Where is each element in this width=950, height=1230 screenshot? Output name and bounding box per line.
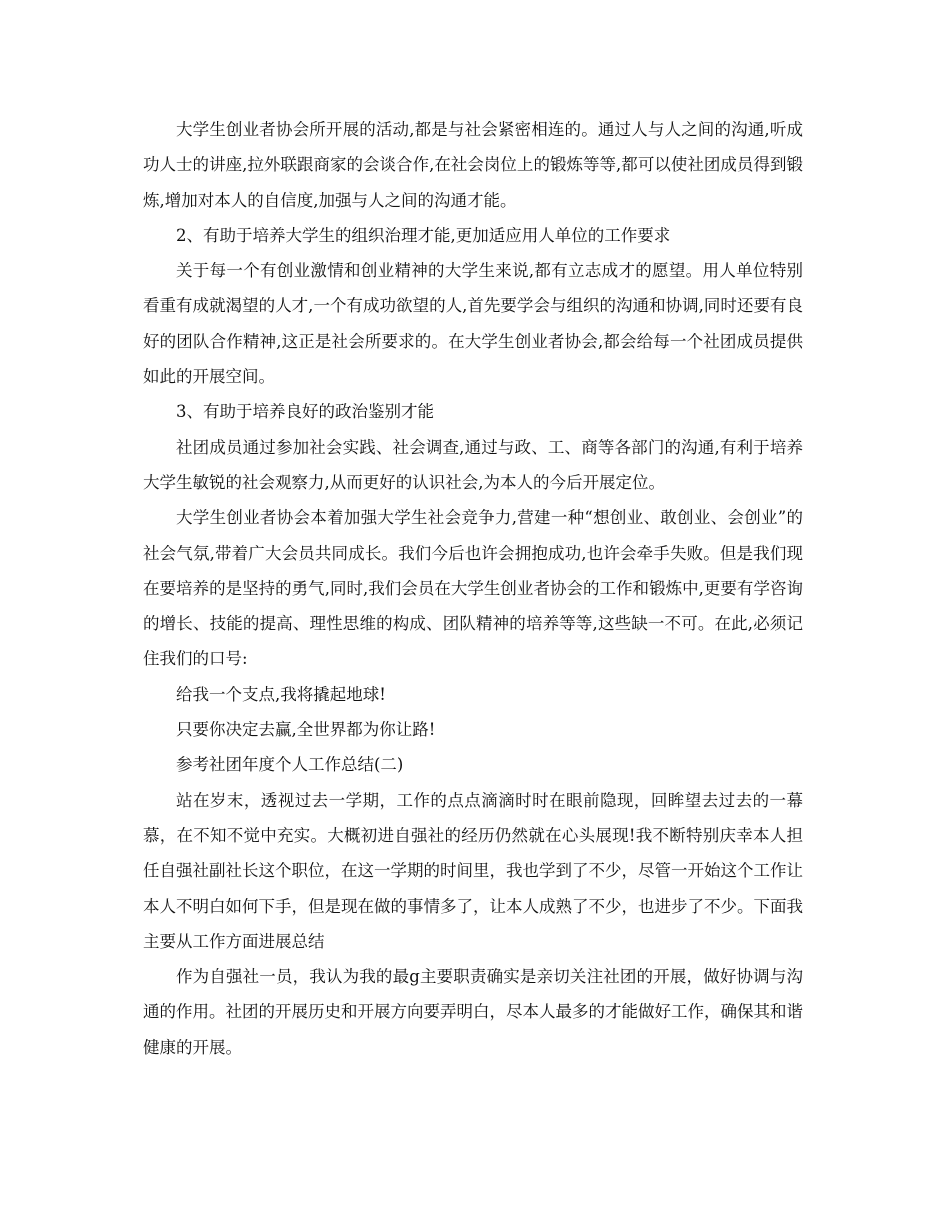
section-title: 参考社团年度个人工作总结(二): [176, 755, 404, 775]
paragraph-year-end: 站在岁末，透视过去一学期，工作的点点滴滴时时在眼前隐现，回眸望去过去的一幕慕，在不知不觉中充实。大概初进自强社的经历仍然就在心头展现!我不断特别庆幸本人担任自强社副社长这个职位，在这一学期的时间里，我也学到了不少，尽管一开始这个工作让本人不明白如何下手，但是现在做的事情多了，让本人成熟了不少，也进步了不少。下面我主要从工作方面进展总结: [143, 790, 803, 951]
slogan-line-2: 只要你决定去赢,全世界都为你让路!: [176, 720, 436, 740]
heading-point-3: 3、有助于培养良好的政治鉴别才能: [176, 402, 434, 422]
paragraph-duties: 作为自强社一员，我认为我的最g主要职责确实是亲切关注社团的开展，做好协调与沟通的作用。社团的开展历史和开展方向要弄明白，尽本人最多的才能做好工作，确保其和谐健康的开展。: [143, 967, 803, 1057]
paragraph-association: 大学生创业者协会本着加强大学生社会竞争力,营建一种“想创业、敢创业、会创业”的社会气氛,带着广大会员共同成长。我们今后也许会拥抱成功,也许会牵手失败。但是我们现在要培养的是坚持的勇气,同时,我们会员在大学生创业者协会的工作和锻炼中,更要有学咨询的增长、技能的提高、理性思维的构成、团队精神的培养等等,这些缺一不可。在此,必须记住我们的口号:: [143, 508, 803, 669]
document-page: [143, 112, 803, 1065]
paragraph-practice: 社团成员通过参加社会实践、社会调查,通过与政、工、商等各部门的沟通,有利于培养大学生敏锐的社会观察力,从而更好的认识社会,为本人的今后开展定位。: [143, 437, 803, 492]
paragraph-aspiration: 关于每一个有创业激情和创业精神的大学生来说,都有立志成才的愿望。用人单位特别看重有成就渴望的人才,一个有成功欲望的人,首先要学会与组织的沟通和协调,同时还要有良好的团队合作精神,这正是社会所要求的。在大学生创业者协会,都会给每一个社团成员提供如此的开展空间。: [143, 261, 803, 387]
slogan-line-1: 给我一个支点,我将撬起地球!: [176, 684, 386, 704]
heading-point-2: 2、有助于培养大学生的组织治理才能,更加适应用人单位的工作要求: [176, 225, 671, 245]
paragraph-activities: 大学生创业者协会所开展的活动,都是与社会紧密相连的。通过人与人之间的沟通,听成功人士的讲座,拉外联跟商家的会谈合作,在社会岗位上的锻炼等等,都可以使社团成员得到锻炼,增加对本人的自信度,加强与人之间的沟通才能。: [143, 120, 803, 210]
